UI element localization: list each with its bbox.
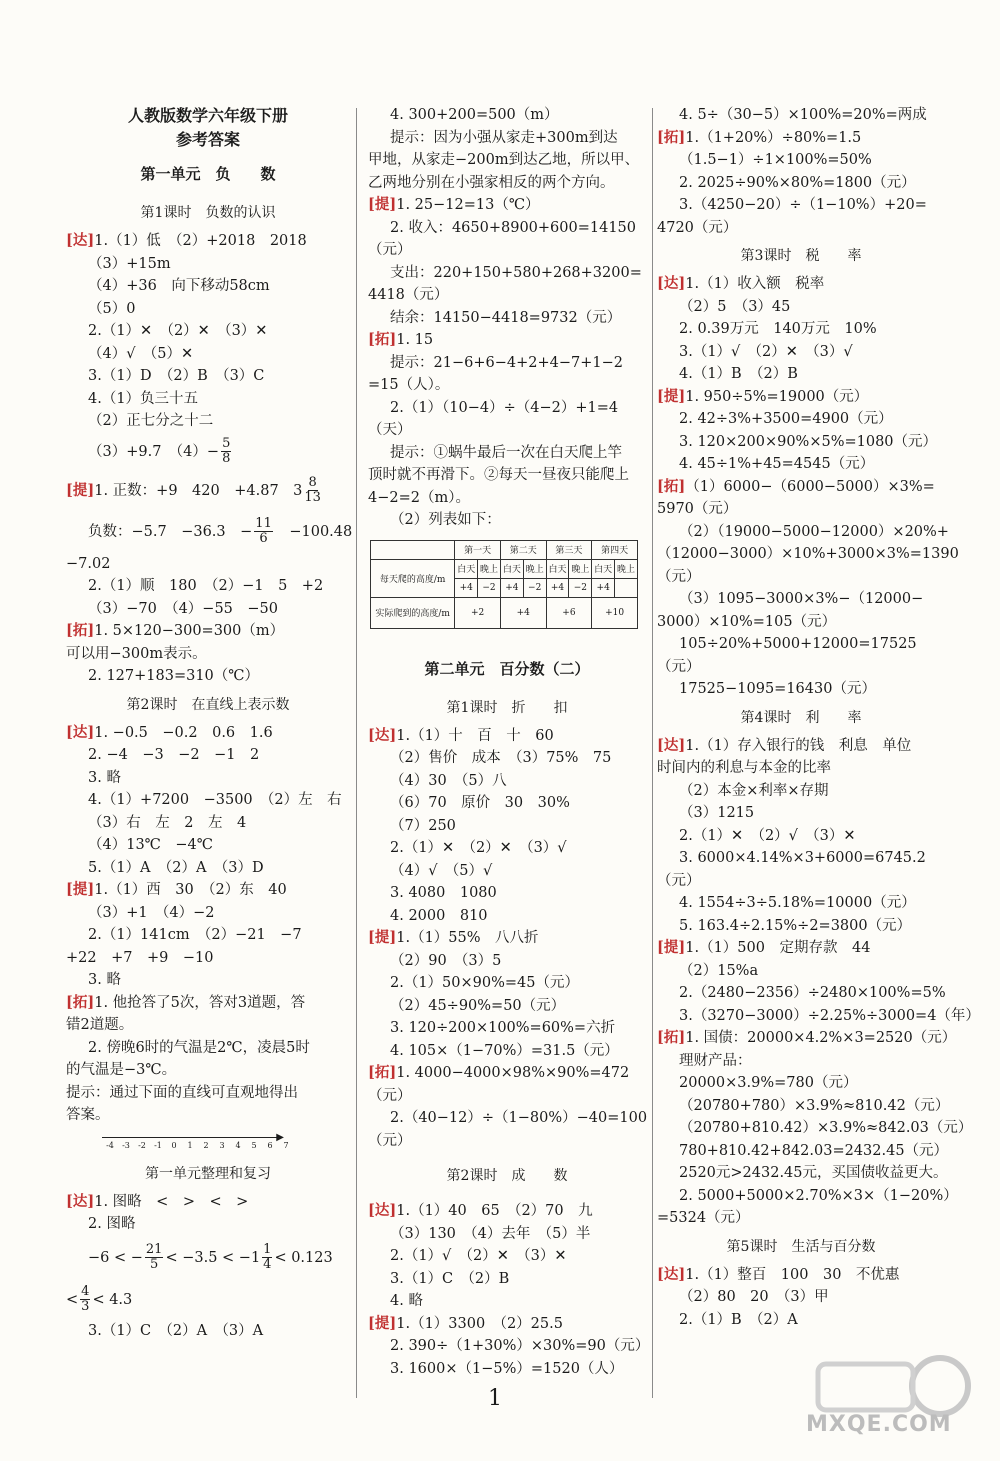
answer-line: 2. 收入：4650+8900+600=14150 bbox=[390, 219, 636, 236]
lesson-heading: 第5课时 生活与百分数 bbox=[726, 1238, 876, 1255]
tag-label: [达] bbox=[368, 726, 397, 744]
answer-block bbox=[66, 722, 350, 1127]
tag-label: [达] bbox=[368, 1202, 397, 1219]
answer-line: 3. 1600×（1−5%）=1520（人） bbox=[390, 1360, 624, 1377]
answer-line: （4）+36 向下移动58cm bbox=[88, 278, 270, 294]
number-line-tick: 3 bbox=[219, 1140, 225, 1150]
tag-label: [拓] bbox=[657, 477, 686, 495]
answer-line: 提示：21−6+6−4+2+4−7+1−2 bbox=[390, 354, 623, 371]
answer-line: 2. 傍晚6时的气温是2℃，凌晨5时 bbox=[88, 1039, 310, 1056]
answer-line: 3.（1）D （2）B （3）C bbox=[88, 368, 265, 384]
tag-label: [提] bbox=[66, 881, 95, 898]
answer-line: 2. 127+183=310（℃） bbox=[88, 668, 259, 684]
answer-block bbox=[368, 725, 646, 1153]
tag-label: [拓] bbox=[66, 993, 95, 1011]
answer-line: 2. 42÷3%+3500=4900（元） bbox=[679, 411, 893, 427]
answer-line: 4. 2000 810 bbox=[390, 907, 488, 924]
answer-line: （元） bbox=[368, 242, 412, 258]
answer-line: [拓]1. 4000−4000×98%×90%=472 bbox=[368, 1064, 630, 1081]
tag-label: [提] bbox=[368, 196, 397, 213]
answer-line: 4. 1554÷3÷5.18%=10000（元） bbox=[679, 895, 916, 911]
answer-block bbox=[368, 104, 646, 532]
answer-line: 2.（1）顺 180 （2）−1 5 +2 bbox=[88, 578, 324, 594]
answer-line: 4418（元） bbox=[368, 287, 449, 303]
answer-line: （元） bbox=[368, 1132, 412, 1149]
answer-line: +22 +7 +9 −10 bbox=[66, 949, 214, 966]
answer-block bbox=[66, 230, 350, 433]
answer-line: 20000×3.9%=780（元） bbox=[679, 1075, 858, 1091]
answer-line: 提示：通过下面的直线可直观地得出 bbox=[66, 1084, 298, 1101]
table-header: 第一天 bbox=[455, 540, 501, 559]
answer-line: 2.（1）✕ （2）✕ （3）√ bbox=[390, 840, 567, 856]
answer-line: 2.（1）（10−4）÷（4−2）+1=4 bbox=[390, 399, 619, 416]
column-2 bbox=[368, 104, 650, 1380]
answer-line: （3）+9.7 （4）− $\frac{5}{8}$ bbox=[88, 436, 231, 466]
answer-line: 理财产品： bbox=[679, 1052, 752, 1069]
lesson-heading: 第1课时 折 扣 bbox=[446, 699, 568, 716]
row-label: 实际爬到的高度/m bbox=[371, 597, 455, 628]
answer-line: 2520元>2432.45元，买国债收益更大。 bbox=[679, 1165, 948, 1181]
answer-line: 2.（1）✕ （2）✕ （3）✕ bbox=[88, 323, 268, 339]
answer-line: 4−2=2（m）。 bbox=[368, 489, 470, 506]
answer-line: （12000−3000）×10%+3000×3%=1390 bbox=[657, 546, 959, 562]
answer-line: 2. 图略 bbox=[88, 1216, 136, 1232]
answer-line: [达]1. −0.5 −0.2 0.6 1.6 bbox=[66, 723, 273, 741]
answer-line: 顶时就不再滑下。②每天一昼夜只能爬上 bbox=[368, 467, 629, 483]
answer-line: 4. 105×（1−70%）=31.5（元） bbox=[390, 1042, 619, 1059]
answer-line: 2.（1）√ （2）✕ （3）✕ bbox=[390, 1248, 567, 1264]
number-line-tick: -1 bbox=[154, 1140, 162, 1150]
tag-label: [达] bbox=[657, 1265, 686, 1283]
doc-title: 人教版数学六年级下册 bbox=[127, 106, 288, 125]
lesson-heading: 第2课时 成 数 bbox=[446, 1168, 568, 1184]
answer-line: [拓]1. 国债：20000×4.2%×3=2520（元） bbox=[657, 1029, 957, 1046]
answer-line: 2. 2025÷90%×80%=1800（元） bbox=[679, 174, 916, 191]
number-line-tick: -2 bbox=[138, 1140, 146, 1150]
answer-block bbox=[66, 553, 350, 688]
doc-subtitle: 参考答案 bbox=[175, 130, 240, 149]
answer-line: （3）1095−3000×3%−（12000− bbox=[679, 591, 924, 607]
column-divider bbox=[356, 108, 357, 1398]
number-line-ticks bbox=[102, 1141, 294, 1150]
tag-label: [达] bbox=[66, 232, 95, 249]
number-line-tick: 4 bbox=[235, 1140, 241, 1150]
answer-line: 2.（1）50×90%=45（元） bbox=[390, 975, 579, 991]
answer-line: =15（人）。 bbox=[368, 377, 450, 393]
answer-line: [拓]1.（1+20%）÷80%=1.5 bbox=[657, 128, 862, 146]
unit-heading: 第一单元 负 数 bbox=[140, 165, 276, 183]
answer-line: （2）80 20 （3）甲 bbox=[679, 1289, 829, 1305]
answer-block bbox=[657, 273, 959, 701]
answer-line: 5.（1）A （2）A （3）D bbox=[88, 859, 264, 876]
answer-line: [达]1.（1）整百 100 30 不优惠 bbox=[657, 1265, 900, 1283]
tag-label: [达] bbox=[66, 723, 95, 741]
answer-line: [提]1. 950÷5%=19000（元） bbox=[657, 387, 869, 405]
answer-line: 2. 390÷（1+30%）×30%=90（元） bbox=[390, 1338, 650, 1354]
answer-line: 时间内的利息与本金的比率 bbox=[657, 760, 831, 776]
answer-line: [拓]1. 15 bbox=[368, 331, 434, 348]
answer-line: 可以用−300m表示。 bbox=[66, 645, 207, 662]
answer-line: [拓]1. 5×120−300=300（m） bbox=[66, 622, 285, 639]
table-header: 第二天 bbox=[500, 540, 546, 559]
number-line-tick: 6 bbox=[267, 1140, 273, 1150]
answer-block bbox=[657, 104, 945, 239]
answer-line: 3. 6000×4.14%×3+6000=6745.2 bbox=[679, 850, 926, 866]
answer-line: 4.（1）+7200 −3500 （2）左 右 bbox=[88, 792, 342, 808]
answer-line: [达]1.（1）存入银行的钱 利息 单位 bbox=[657, 736, 912, 754]
answer-line: 提示：①蜗牛最后一次在白天爬上竿 bbox=[390, 444, 622, 461]
answer-block bbox=[368, 1200, 650, 1380]
tag-label: [达] bbox=[66, 1192, 95, 1210]
answer-line: [达]1. 图略 < > < > bbox=[66, 1192, 249, 1210]
answer-line: （元） bbox=[657, 658, 701, 675]
table-header: 第四天 bbox=[592, 540, 638, 559]
answer-line: 2.（1）✕ （2）√ （3）✕ bbox=[679, 827, 856, 844]
table-header: 第三天 bbox=[546, 540, 592, 559]
answer-line: 2.（1）141cm （2）−21 −7 bbox=[88, 927, 302, 943]
tag-label: [拓] bbox=[66, 622, 95, 639]
answer-line: −7.02 bbox=[66, 555, 111, 572]
answer-line: 错2道题。 bbox=[66, 1017, 134, 1033]
answer-line: （2）售价 成本 （3）75% 75 bbox=[390, 750, 612, 766]
answer-line: 答案。 bbox=[66, 1107, 110, 1123]
answer-line: 3.（1）√ （2）✕ （3）√ bbox=[679, 343, 853, 360]
row-label: 每天爬的高度/m bbox=[371, 559, 455, 597]
answer-line: [达]1.（1）低 （2）+2018 2018 bbox=[66, 232, 307, 249]
lesson-heading: 第4课时 利 率 bbox=[740, 709, 862, 726]
lesson-heading: 第2课时 在直线上表示数 bbox=[126, 696, 290, 713]
answer-line: 3.（4250−20）÷（1−10%）+20= bbox=[679, 197, 927, 213]
number-line: ▶ -4 -3 -2 -1 0 1 2 3 4 5 6 7 bbox=[102, 1127, 282, 1157]
answer-line: 2.（2480−2356）÷2480×100%=5% bbox=[679, 985, 946, 1001]
number-line-tick: -4 bbox=[106, 1140, 114, 1150]
answer-line: （20780+780）×3.9%≈810.42（元） bbox=[679, 1097, 950, 1114]
answer-line: （2）本金×利率×存期 bbox=[679, 782, 829, 799]
answer-line: 3.（1）C （2）A （3）A bbox=[88, 1322, 264, 1339]
answer-line: 4.（1）负三十五 bbox=[88, 390, 199, 407]
tag-label: [拓] bbox=[657, 1029, 686, 1046]
answer-line: （元） bbox=[368, 1087, 412, 1104]
answer-line: [提]1.（1）西 30 （2）东 40 bbox=[66, 881, 287, 898]
answer-line: （3）130 （4）去年 （5）半 bbox=[390, 1225, 591, 1242]
answer-line: （7）250 bbox=[390, 817, 456, 834]
answer-line: （2）45÷90%=50（元） bbox=[390, 997, 566, 1014]
lesson-heading: 第1课时 负数的认识 bbox=[140, 205, 276, 221]
answer-line: 3. 略 bbox=[88, 769, 121, 786]
answer-line: 5. 163.4÷2.15%÷2=3800（元） bbox=[679, 917, 912, 934]
answer-line: （3）右 左 2 左 4 bbox=[88, 814, 247, 831]
answer-line: 2. 0.39万元 140万元 10% bbox=[679, 321, 877, 337]
answer-line: 2.（1）B （2）A bbox=[679, 1311, 798, 1328]
answer-line: =5324（元） bbox=[657, 1210, 750, 1226]
answer-line: 4. 5÷（30−5）×100%=20%=两成 bbox=[679, 107, 927, 123]
answer-line: （2）90 （3）5 bbox=[390, 952, 502, 969]
answer-line: [提]1.（1）500 定期存款 44 bbox=[657, 939, 871, 956]
answer-line: （元） bbox=[657, 568, 701, 585]
answer-line: 105÷20%+5000+12000=17525 bbox=[679, 636, 917, 652]
answer-block bbox=[657, 735, 980, 1230]
answer-block bbox=[657, 1264, 945, 1332]
watermark-text: MXQE.COM bbox=[806, 1412, 952, 1437]
answer-line: （2）（19000−5000−12000）×20%+ bbox=[679, 523, 949, 540]
answer-line: （3）1215 bbox=[679, 805, 755, 821]
tag-label: [提] bbox=[657, 387, 686, 405]
answer-line: （3）+1 （4）−2 bbox=[88, 904, 215, 921]
answer-line: （5）0 bbox=[88, 300, 136, 317]
answer-line: [达]1.（1）收入额 税率 bbox=[657, 275, 825, 292]
answer-line: 4. 略 bbox=[390, 1293, 423, 1309]
answer-line: [提]1.（1）55% 八八折 bbox=[368, 929, 539, 946]
answer-line: （1.5−1）÷1×100%=50% bbox=[679, 152, 872, 168]
answer-line: 4.（1）B （2）B bbox=[679, 366, 798, 382]
inequality-line: < $\frac{4}{3}$ < 4.3 bbox=[66, 1284, 133, 1314]
answer-line: （2）正七分之十二 bbox=[88, 413, 214, 429]
answer-line: [拓]（1）6000−（6000−5000）×3%= bbox=[657, 477, 935, 495]
answer-block bbox=[66, 1191, 350, 1236]
answer-line: 780+810.42+842.03=2432.45（元） bbox=[679, 1142, 949, 1159]
answer-line: 甲地，从家走−200m到达乙地，所以甲、 bbox=[368, 152, 640, 168]
answer-line: （4）√ （5）√ bbox=[390, 862, 493, 879]
number-line-tick: 5 bbox=[251, 1140, 257, 1150]
answer-line: 5970（元） bbox=[657, 501, 738, 517]
answer-line: （元） bbox=[657, 872, 701, 889]
answer-line: [提]1.（1）3300 （2）25.5 bbox=[368, 1314, 563, 1332]
lesson-heading: 第3课时 税 率 bbox=[740, 248, 862, 264]
tag-label: [拓] bbox=[657, 128, 686, 146]
tag-label: [提] bbox=[368, 1314, 397, 1332]
number-line-tick: 2 bbox=[203, 1140, 209, 1150]
answer-line: 17525−1095=16430（元） bbox=[679, 681, 876, 697]
answer-line: 2. 5000+5000×2.70%×3×（1−20%） bbox=[679, 1187, 958, 1204]
unit-heading: 第二单元 百分数（二） bbox=[424, 659, 590, 678]
review-heading: 第一单元整理和复习 bbox=[145, 1165, 271, 1182]
answer-line: 2. −4 −3 −2 −1 2 bbox=[88, 747, 260, 763]
answer-line: （20780+810.42）×3.9%≈842.03（元） bbox=[679, 1120, 973, 1136]
number-line-tick: 1 bbox=[187, 1140, 193, 1150]
answer-line: 3.（3270−3000）÷2.25%÷3000=4（年） bbox=[679, 1007, 980, 1024]
number-line-tick: 0 bbox=[171, 1140, 177, 1150]
answer-line: （6）70 原价 30 30% bbox=[390, 795, 570, 811]
answer-line: 3. 4080 1080 bbox=[390, 885, 497, 901]
answer-line: （4）√ （5）✕ bbox=[88, 345, 194, 362]
tag-label: [拓] bbox=[368, 331, 397, 348]
answer-line: （4）30 （5）八 bbox=[390, 772, 507, 789]
answer-line: 3.（1）C （2）B bbox=[390, 1270, 510, 1287]
column-divider bbox=[652, 108, 653, 1398]
answer-line: [提]1. 25−12=13（℃） bbox=[368, 196, 540, 213]
number-line-tick: -3 bbox=[122, 1140, 130, 1150]
answer-line: （4）13℃ −4℃ bbox=[88, 837, 213, 853]
answer-line: 支出：220+150+580+268+3200= bbox=[390, 264, 642, 281]
answer-line: [达]1.（1）十 百 十 60 bbox=[368, 726, 554, 744]
answer-line: 4. 300+200=500（m） bbox=[390, 107, 559, 123]
answer-line: 2.（40−12）÷（1−80%）−40=100 bbox=[390, 1110, 648, 1126]
answer-line: （2）列表如下： bbox=[390, 512, 501, 528]
answer-line: 负数：−5.7 −36.3 − $\frac{11}{6}$ −100.48 bbox=[88, 516, 353, 546]
answer-line: （2）5 （3）45 bbox=[679, 298, 791, 315]
answer-line: [达]1.（1）40 65 （2）70 九 bbox=[368, 1202, 593, 1219]
tag-label: [拓] bbox=[368, 1064, 397, 1081]
answer-line: 乙两地分别在小强家相反的两个方向。 bbox=[368, 174, 615, 191]
answer-line: [拓]1. 他抢答了5次，答对3道题，答 bbox=[66, 993, 306, 1011]
answer-line: [提]1. 正数：+9 420 +4.87 3 $\frac{8}{13}$ bbox=[66, 475, 321, 505]
answer-line: （3）+15m bbox=[88, 255, 171, 272]
tag-label: [达] bbox=[657, 736, 686, 754]
answer-line: 提示：因为小强从家走+300m到达 bbox=[390, 129, 618, 146]
answer-line: 4. 45÷1%+45=4545（元） bbox=[679, 456, 875, 472]
answer-line: （2）15%a bbox=[679, 962, 759, 979]
answer-line: 3000）×10%=105（元） bbox=[657, 613, 837, 630]
page-number: 1 bbox=[488, 1386, 502, 1411]
answer-line: 4720（元） bbox=[657, 219, 738, 236]
tag-label: [达] bbox=[657, 275, 686, 292]
answer-line: 3. 120×200×90%×5%=1080（元） bbox=[679, 433, 938, 450]
inequality-line: −6 < − $\frac{21}{5}$ < −3.5 < −1 $\frac{1}{4}$ < 0.123 bbox=[88, 1242, 333, 1272]
answer-line: 3. 略 bbox=[88, 972, 121, 988]
tag-label: [提] bbox=[657, 939, 686, 956]
answer-line: 结余：14150−4418=9732（元） bbox=[390, 309, 622, 326]
answer-line: （3）−70 （4）−55 −50 bbox=[88, 600, 279, 617]
answer-line: （天） bbox=[368, 422, 412, 438]
column-1 bbox=[66, 104, 353, 1342]
answer-line: 的气温是−3℃。 bbox=[66, 1062, 177, 1078]
number-line-tick: 7 bbox=[283, 1140, 289, 1150]
column-3 bbox=[657, 104, 980, 1331]
progress-table: 第一天 第二天 第三天 第四天 每天爬的高度/m 白天 晚上 白天 晚上 白天 晚上 白天 晚上 +4 −2 +4 −2 +4 −2 +4 实际爬到的高度/m +2 +4 +6 +10 bbox=[370, 540, 638, 629]
tag-label: [提] bbox=[368, 929, 397, 946]
answer-line: 3. 120÷200×100%=60%=六折 bbox=[390, 1020, 616, 1036]
